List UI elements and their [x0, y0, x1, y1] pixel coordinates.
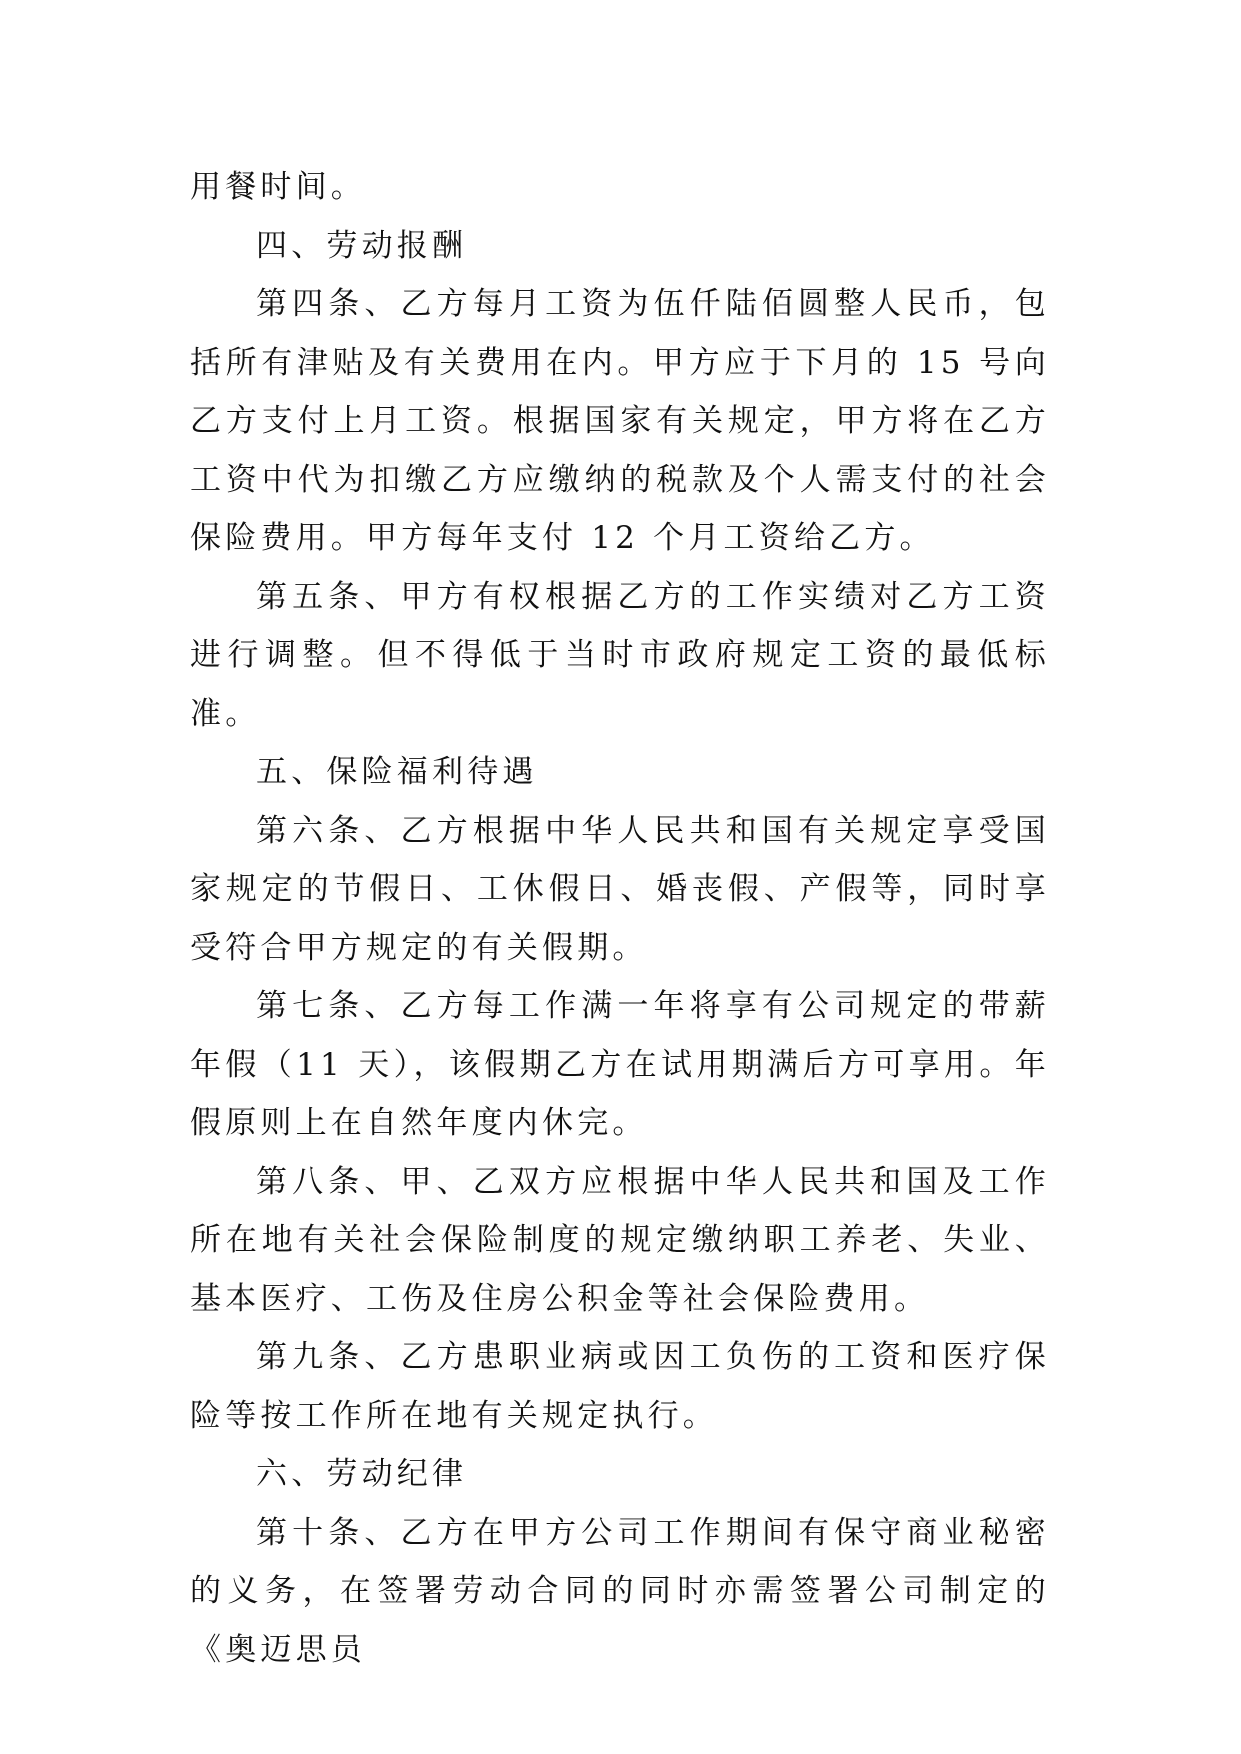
article-10: 第十条、乙方在甲方公司工作期间有保守商业秘密的义务，在签署劳动合同的同时亦需签署公司制定的《奥迈思员: [190, 1514, 1050, 1668]
article-9: 第九条、乙方患职业病或因工负伤的工资和医疗保险等按工作所在地有关规定执行。: [190, 1339, 1050, 1434]
paragraph-continuation: 用餐时间。: [190, 169, 366, 205]
section-heading-labor-pay: 四、劳动报酬: [256, 227, 468, 264]
article-7: 第七条、乙方每工作满一年将享有公司规定的带薪年假（11 天），该假期乙方在试用期满后方可享用。年假原则上在自然年度内休完。: [190, 988, 1050, 1141]
document-body: [190, 158, 1050, 1679]
section-heading-labor-discipline: 六、劳动纪律: [256, 1456, 468, 1492]
article-6: 第六条、乙方根据中华人民共和国有关规定享受国家规定的节假日、工休假日、婚丧假、产假等，同时享受符合甲方规定的有关假期。: [190, 812, 1050, 966]
section-heading-insurance-benefits: 五、保险福利待遇: [256, 754, 538, 790]
article-8: 第八条、甲、乙双方应根据中华人民共和国及工作所在地有关社会保险制度的规定缴纳职工养老、失业、基本医疗、工伤及住房公积金等社会保险费用。: [190, 1163, 1050, 1317]
article-4: 第四条、乙方每月工资为伍仟陆佰圆整人民币，包括所有津贴及有关费用在内。甲方应于下月的 15 号向乙方支付上月工资。根据国家有关规定，甲方将在乙方工资中代为扣缴乙方应缴纳的税款及个人需支付的社会保险费用。甲方每年支付 12 个月工资给乙方。: [190, 286, 1050, 556]
article-5: 第五条、甲方有权根据乙方的工作实绩对乙方工资进行调整。但不得低于当时市政府规定工资的最低标准。: [190, 578, 1050, 732]
